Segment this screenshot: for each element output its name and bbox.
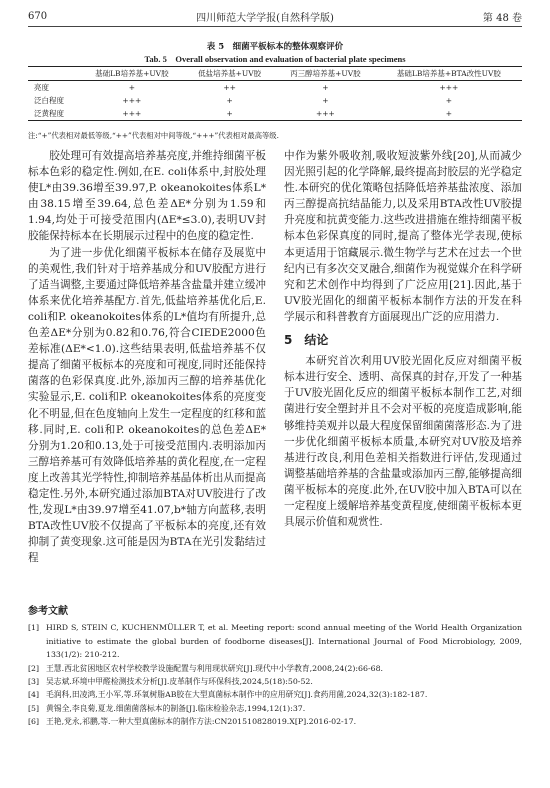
table-cell: +: [128, 83, 135, 92]
table-cell: ++: [223, 83, 236, 92]
table-caption-cn: 表 5 细菌平板标本的整体观察评价: [206, 42, 344, 52]
reference-item: [28, 688, 522, 701]
body-paragraph: 中作为紫外吸收剂,吸收短波紫外线[20],从而减少因光照引起的化学降解,最终提高封胶层的光学稳定性.本研究的优化策略包括降低培养基盐浓度、添加丙三醇提高抗结晶能力,以及采用BTA改性UV胶提升亮度和抗黄变能力.这些改进措施在维持细菌平板标本色彩保真度的同时,提高了整体光学表现,使标本更适用于馆藏展示.微生物学与艺术在过去一个世纪内已有多次交叉融合,细菌作为视觉媒介在科学研究和艺术创作中均得到了广泛应用[21].因此,基于UV胶光固化的细菌平板标本制作方法的开发在科学展示和科普教育方面展现出广泛的应用潜力.: [284, 150, 522, 323]
conclusion-paragraph: 本研究首次利用UV胶光固化反应对细菌平板标本进行安全、透明、高保真的封存,开发了一种基于UV胶光固化反应的细菌平板标本制作工艺,对细菌进行安全塑封并且不会对平板的亮度造成影响,能够维持美观并以最大程度保留细菌菌落形态.为了进一步优化细菌平板标本质量,本研究对UV胶及培养基进行改良,利用色差相关指数进行评估,发现通过调整基础培养基的含盐量或添加丙三醇,能够提高细菌平板标本的亮度.此外,在UV胶中加入BTA可以在一定程度上缓解培养基变黄程度,使细菌平板标本更具展示价值和观赏性.: [284, 355, 522, 529]
header-rule: [28, 26, 522, 27]
reference-item: [28, 715, 522, 728]
reference-text: 黄锡全,李良菊,夏龙.细菌菌落标本的制备[J].临床检验杂志,1994,12(1):37.: [46, 703, 306, 713]
reference-item: [28, 702, 522, 715]
reference-item: [28, 621, 522, 661]
running-header: [28, 8, 522, 24]
volume-label: 第 48 卷: [482, 12, 522, 24]
table-row: [28, 107, 522, 121]
table-cell: +: [445, 96, 453, 105]
reference-text: 吴志斌.环境中甲醛检测技术分析[J].皮革制作与环保科技,2024,5(18):50-52.: [46, 677, 313, 687]
right-column: [284, 148, 522, 530]
references-heading: 参考文献: [28, 606, 68, 617]
references-section: [28, 605, 522, 729]
table-header-cell: 丙三醇培养基+UV胶: [290, 69, 361, 78]
table-header-cell: 基础LB培养基+UV胶: [95, 69, 169, 78]
reference-number: [5]: [28, 703, 40, 713]
table-cell: +: [322, 83, 329, 92]
table-header-cell: 低盐培养基+UV胶: [198, 69, 262, 78]
row-label: 泛黄程度: [34, 109, 64, 118]
body-paragraph: 胶处理可有效提高培养基亮度,并维持细菌平板标本色彩的稳定性.例如,在E. coli体系中,封胶处理使L*由39.36增至39.97,P. okeanokoites体系L*由38.15增至39.64,总色差ΔE*分别为1.59和1.94,均处于可接受范围内(ΔE*≤3.0),表明UV封胶能保持标本在长期展示过程中的色度的稳定性.: [28, 150, 266, 243]
reference-text: 王慧.西北贫困地区农村学校教学设施配置与利用现状研究[J].现代中小学教育,2008,24(2):66-68.: [46, 663, 384, 673]
reference-text: HIRD S, STEIN C, KUCHENMÜLLER T, et al. Meeting report: scond annual meeting of the World Health Organization initiative to estimate the global burden of foodborne diseases[J]. International Journal of Food Microbiology, 2009, 133(1/2): 210-212.: [46, 623, 522, 660]
section-heading: 5 结论: [284, 333, 329, 348]
table-row: [28, 94, 522, 107]
reference-text: 王艳,党永,祁鹏,等.一种大型真菌标本的制作方法:CN201510828019.X[P].2016-02-17.: [46, 717, 357, 727]
journal-name: 四川师范大学学报(自然科学版): [196, 12, 334, 24]
reference-item: [28, 675, 522, 688]
table-cell: +++: [122, 96, 142, 105]
table-cell: +: [226, 96, 233, 105]
table-cell: +++: [315, 109, 335, 118]
table-row: [28, 81, 522, 95]
body-paragraph: 为了进一步优化细菌平板标本在储存及展览中的美观性,我们针对于培养基成分和UV胶配方进行了适当调整,主要通过降低培养基含盐量并建立缓冲体系来优化培养基配方.首先,低盐培养基优化后,E. coli和P. okeanokoites体系的L*值均有所提升,总色差ΔE*分别为0.82和0.76,符合CIEDE2000色差标准(ΔE*<1.0).这些结果表明,低盐培养基不仅提高了细菌平板标本的亮度和可视度,同时还能保持菌落的色彩保真度.此外,添加丙三醇的培养基优化实验显示,E. coli和P. okeanokoites体系的亮度变化不明显,但在色度轴向上发生一定程度的红移和蓝移.同时,E. coli和P. okeanokoites的总色差ΔE*分别为1.20和0.13,处于可接受范围内.表明添加丙三醇培养基可有效降低培养基的黄化程度,在一定程度上改善其光学特性,抑制培养基晶体析出从而提高稳定性.另外,本研究通过添加BTA对UV胶进行了改性,发现L*由39.97增至41.07,b*轴方向蓝移,表明BTA改性UV胶不仅提高了平板标本的亮度,还有效抑制了黄变现象.这可能是因为BTA在光引发黏结过程: [28, 246, 266, 565]
table-header-cell: 基础LB培养基+BTA改性UV胶: [396, 69, 501, 78]
row-label: 泛白程度: [34, 96, 64, 105]
reference-number: [2]: [28, 663, 40, 673]
table-cell: +: [445, 109, 453, 118]
left-column: [28, 148, 266, 566]
reference-number: [6]: [28, 717, 40, 727]
reference-number: [4]: [28, 690, 40, 700]
table-cell: +++: [439, 83, 459, 92]
row-label: 亮度: [34, 83, 49, 92]
table-cell: +: [226, 109, 233, 118]
table-header-row: [28, 67, 522, 81]
table-note: 注:“+”代表相对最低等级,“++”代表相对中间等级,“+++”代表相对最高等级.: [28, 131, 279, 140]
table-header-cell: [28, 67, 79, 81]
reference-item: [28, 662, 522, 675]
table-cell: +++: [122, 109, 142, 118]
table-cell: +: [322, 96, 329, 105]
reference-number: [3]: [28, 677, 40, 687]
reference-number: [1]: [28, 623, 40, 633]
reference-text: 毛润科,田凌鸿,王小军,等.环氧树脂AB胶在大型真菌标本制作中的应用研究[J].食药用菌,2024,32(3):182-187.: [46, 690, 428, 700]
page-number: 670: [28, 10, 48, 22]
table-caption-en: Tab. 5 Overall observation and evaluation of bacterial plate specimens: [144, 54, 406, 64]
evaluation-table: [28, 66, 522, 121]
